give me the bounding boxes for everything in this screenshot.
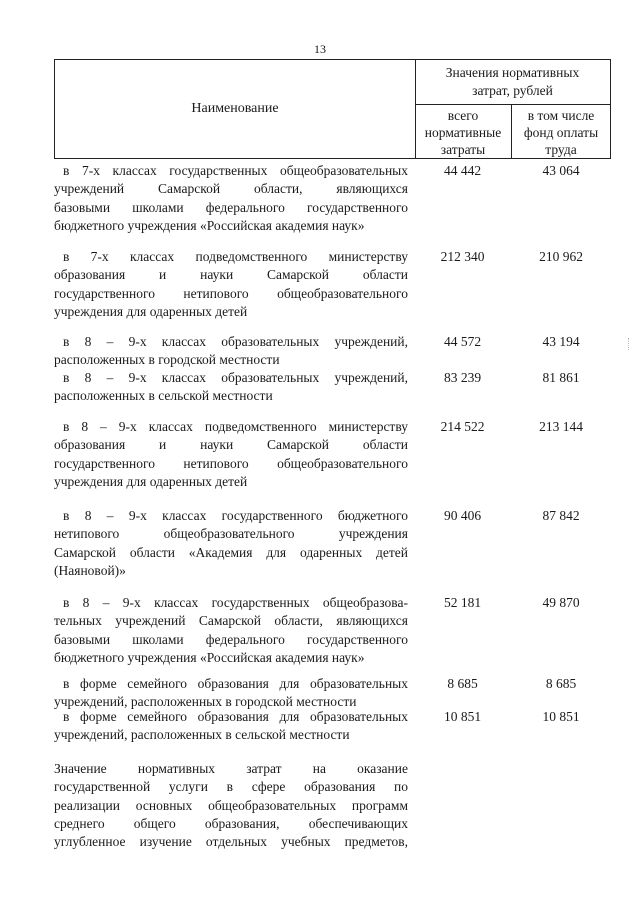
- row-name-line: в 8 – 9-х классах подведомственного министерству: [63, 419, 408, 434]
- row-total: 44 572: [443, 334, 482, 349]
- footer-line: государственной услуги в сфере образования по: [54, 779, 408, 795]
- footer-line: углубленное изучение отдельных учебных предметов,: [54, 834, 408, 850]
- row-salary: 81 861: [542, 370, 580, 385]
- row-name-line: государственного нетипового общеобразовательного: [54, 455, 408, 471]
- row-name: [54, 507, 408, 580]
- row-name-line: в 8 – 9-х классах государственных общеобразова-: [63, 595, 408, 610]
- row-name-line: нетипового общеобразовательного учреждения: [54, 526, 408, 542]
- row-name-line: базовыми школами федерального государственного: [54, 199, 408, 215]
- footer-line: Значение нормативных затрат на оказание: [54, 761, 408, 776]
- row-name-line: учреждений, расположенных в городской местности: [54, 694, 357, 710]
- row-name-line: в форме семейного образования для образовательных: [63, 709, 408, 724]
- row-name-line: Самарской области «Академия для одаренных детей: [54, 544, 408, 560]
- scan-margin-mark: [628, 338, 631, 350]
- row-name: [54, 675, 408, 712]
- row-total: 212 340: [440, 249, 485, 264]
- column-header-group-line: Значения нормативных: [445, 65, 580, 80]
- row-total: 8 685: [447, 676, 478, 691]
- row-name-line: учреждения для одаренных детей: [54, 303, 248, 319]
- column-header-group-line: затрат, рублей: [472, 83, 553, 98]
- row-total: 52 181: [443, 595, 482, 610]
- row-name-line: расположенных в сельской местности: [54, 388, 273, 404]
- row-name-line: в 7-х классах государственных общеобразовательных: [63, 163, 408, 178]
- row-name: [54, 162, 408, 235]
- row-name: [54, 708, 408, 745]
- row-salary: 213 144: [539, 419, 583, 434]
- column-header-salary-line: труда: [545, 142, 577, 157]
- row-name-line: бюджетного учреждения «Российская академия наук»: [54, 649, 365, 665]
- row-name-line: тельных учреждений Самарской области, являющихся: [54, 613, 408, 629]
- row-name-line: учреждений Самарской области, являющихся: [54, 181, 408, 197]
- page-number: 13: [314, 42, 326, 56]
- row-total: 44 442: [443, 163, 482, 178]
- row-name-line: образования и науки Самарской области: [54, 267, 408, 283]
- row-salary: 43 064: [542, 163, 580, 178]
- column-header-total-line: всего: [447, 108, 479, 123]
- row-name: [54, 594, 408, 667]
- row-salary: 210 962: [539, 249, 583, 264]
- row-name: [54, 248, 408, 321]
- column-header-total: [415, 105, 512, 158]
- footer-line: среднего общего образования, обеспечивающих: [54, 815, 408, 831]
- row-name-line: в 8 – 9-х классах образовательных учреждений,: [63, 370, 408, 385]
- column-header-name: Наименование: [55, 60, 416, 158]
- row-salary: 49 870: [542, 595, 580, 610]
- row-name-line: расположенных в городской местности: [54, 352, 280, 368]
- column-header-group: [415, 60, 610, 105]
- row-name-line: в форме семейного образования для образовательных: [63, 676, 408, 691]
- row-name-line: государственного нетипового общеобразовательного: [54, 285, 408, 301]
- row-name-line: бюджетного учреждения «Российская академия наук»: [54, 217, 365, 233]
- column-header-salary-line: фонд оплаты: [523, 125, 599, 140]
- row-name-line: (Наяновой)»: [54, 562, 126, 578]
- row-salary: 10 851: [542, 709, 580, 724]
- row-name-line: в 8 – 9-х классах государственного бюджетного: [63, 508, 408, 523]
- row-salary: 8 685: [545, 676, 577, 691]
- column-header-total-line: затраты: [440, 142, 486, 157]
- footer-line: реализации основных общеобразовательных программ: [54, 797, 408, 813]
- row-name-line: учреждения для одаренных детей: [54, 473, 248, 489]
- row-name-line: образования и науки Самарской области: [54, 437, 408, 453]
- row-name-line: в 8 – 9-х классах образовательных учреждений,: [63, 334, 408, 349]
- row-total: 83 239: [443, 370, 482, 385]
- column-header-total-line: нормативные: [424, 125, 502, 140]
- row-name-line: в 7-х классах подведомственного министерству: [63, 249, 408, 264]
- row-name-line: базовыми школами федерального государственного: [54, 631, 408, 647]
- row-name: [54, 369, 408, 406]
- row-name: [54, 418, 408, 491]
- row-total: 90 406: [443, 508, 482, 523]
- column-header-salary: [512, 105, 610, 158]
- footer-paragraph: [54, 760, 408, 851]
- row-total: 214 522: [440, 419, 485, 434]
- table-header: [54, 59, 611, 159]
- row-name-line: учреждений, расположенных в сельской местности: [54, 727, 350, 743]
- row-salary: 87 842: [542, 508, 580, 523]
- row-name: [54, 333, 408, 370]
- row-total: 10 851: [443, 709, 482, 724]
- column-header-salary-line: в том числе: [527, 108, 595, 123]
- row-salary: 43 194: [542, 334, 580, 349]
